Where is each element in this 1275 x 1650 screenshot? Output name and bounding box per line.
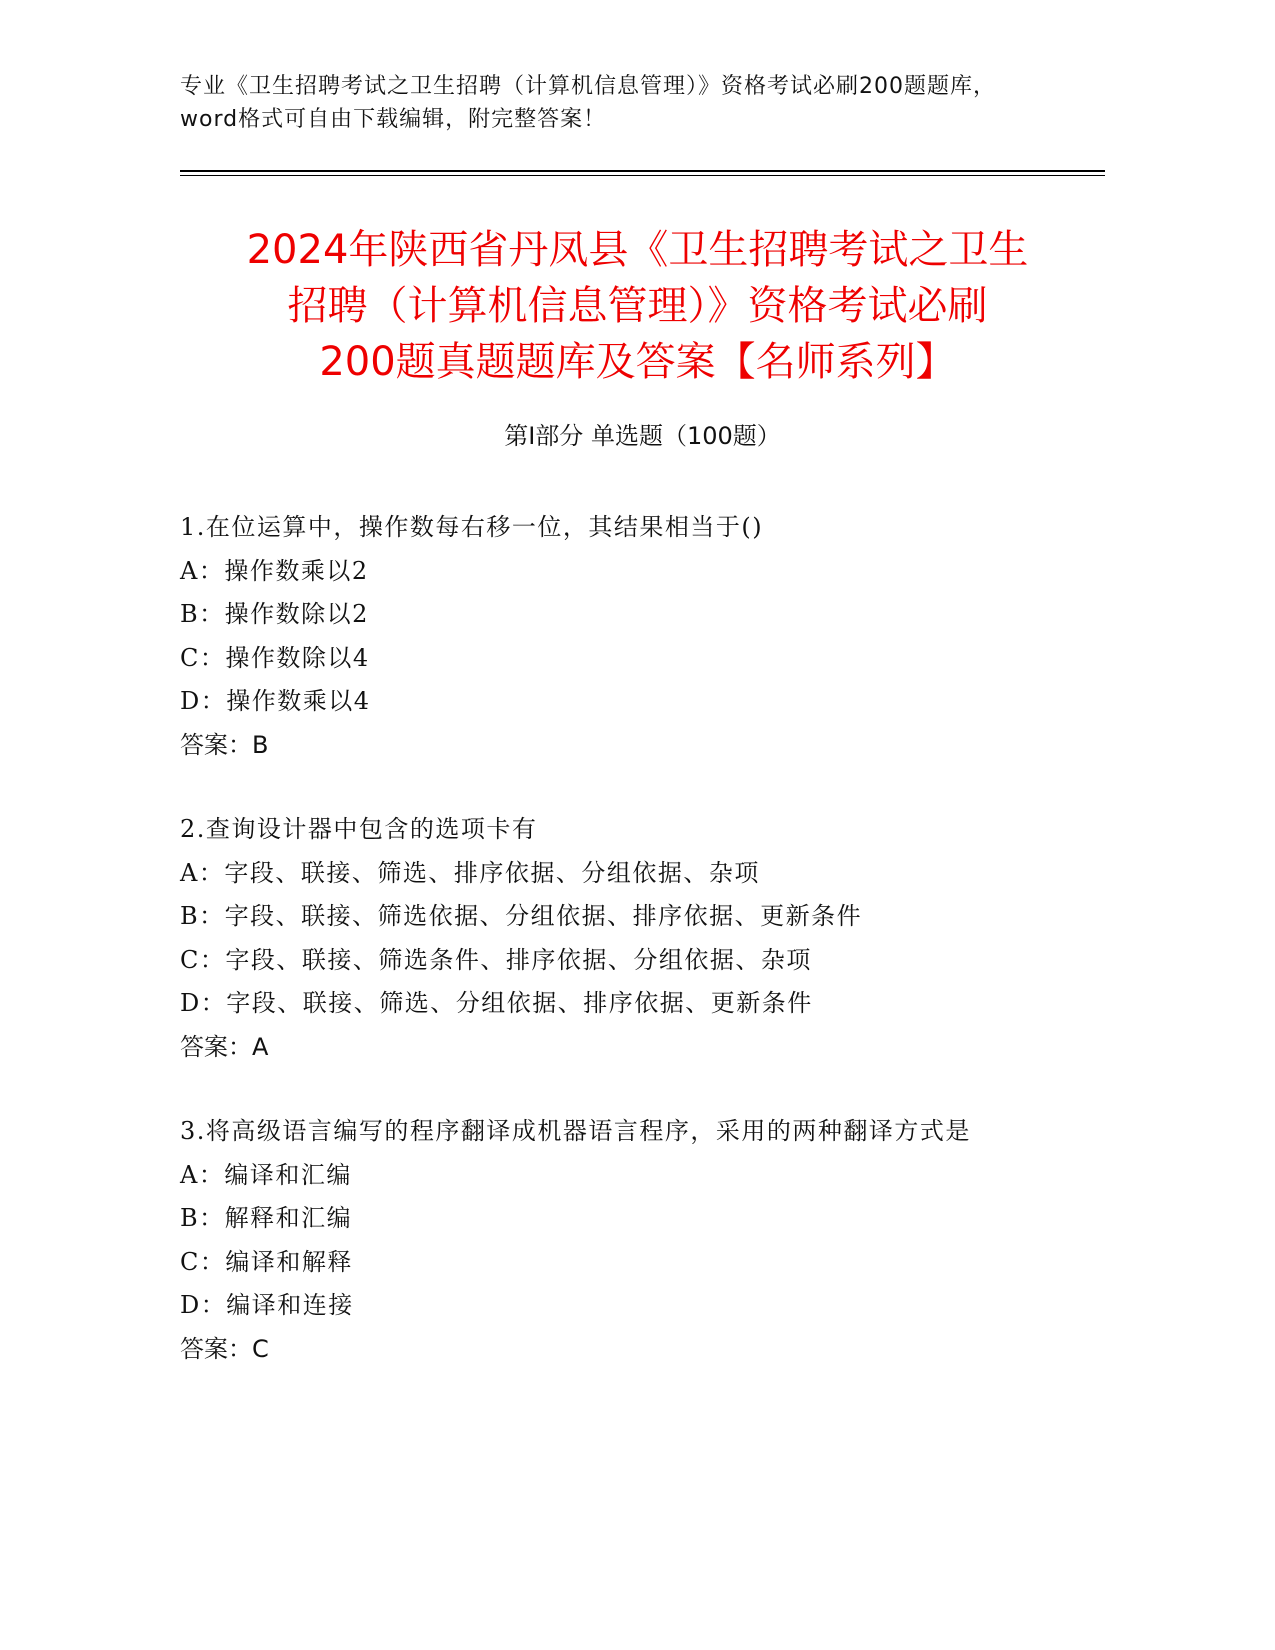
header-divider-thin (180, 175, 1105, 176)
option-a: A：字段、联接、筛选、排序依据、分组依据、杂项 (180, 858, 760, 887)
option-c: C：操作数除以4 (180, 643, 370, 672)
section-title: 第Ⅰ部分 单选题（100题） (504, 422, 781, 450)
question-2 (180, 808, 1020, 1069)
header-line-2: word格式可自由下载编辑，附完整答案！ (180, 107, 607, 132)
option-d: D：操作数乘以4 (180, 687, 371, 715)
option-b: B：解释和汇编 (180, 1204, 353, 1232)
title-line-1: 2024年陕西省丹凤县《卫生招聘考试之卫生 (246, 227, 1029, 273)
option-b: B：字段、联接、筛选依据、分组依据、排序依据、更新条件 (180, 902, 863, 930)
option-c: C：编译和解释 (180, 1247, 353, 1276)
header-line-1: 专业《卫生招聘考试之卫生招聘（计算机信息管理）》资格考试必刷200题题库， (180, 74, 996, 99)
option-d: D：字段、联接、筛选、分组依据、排序依据、更新条件 (180, 989, 813, 1017)
answer: 答案：C (180, 1334, 269, 1363)
document-header-note (180, 70, 1100, 136)
title-line-3: 200题真题题库及答案【名师系列】 (319, 339, 956, 385)
option-a: A：编译和汇编 (180, 1160, 352, 1189)
document-title (170, 222, 1105, 390)
header-divider-thick (180, 170, 1105, 172)
option-b: B：操作数除以2 (180, 600, 369, 628)
option-a: A：操作数乘以2 (180, 556, 369, 585)
option-d: D：编译和连接 (180, 1291, 354, 1319)
answer: 答案：A (180, 1032, 269, 1061)
question-list (180, 506, 1020, 1412)
question-1 (180, 506, 1020, 767)
question-3 (180, 1110, 1020, 1371)
question-stem: 1.在位运算中，操作数每右移一位，其结果相当于() (180, 513, 764, 541)
answer: 答案：B (180, 730, 269, 759)
question-stem: 3.将高级语言编写的程序翻译成机器语言程序，采用的两种翻译方式是 (180, 1117, 971, 1145)
question-stem: 2.查询设计器中包含的选项卡有 (180, 815, 538, 843)
title-line-2: 招聘（计算机信息管理）》资格考试必刷 (287, 283, 988, 329)
option-c: C：字段、联接、筛选条件、排序依据、分组依据、杂项 (180, 945, 812, 974)
